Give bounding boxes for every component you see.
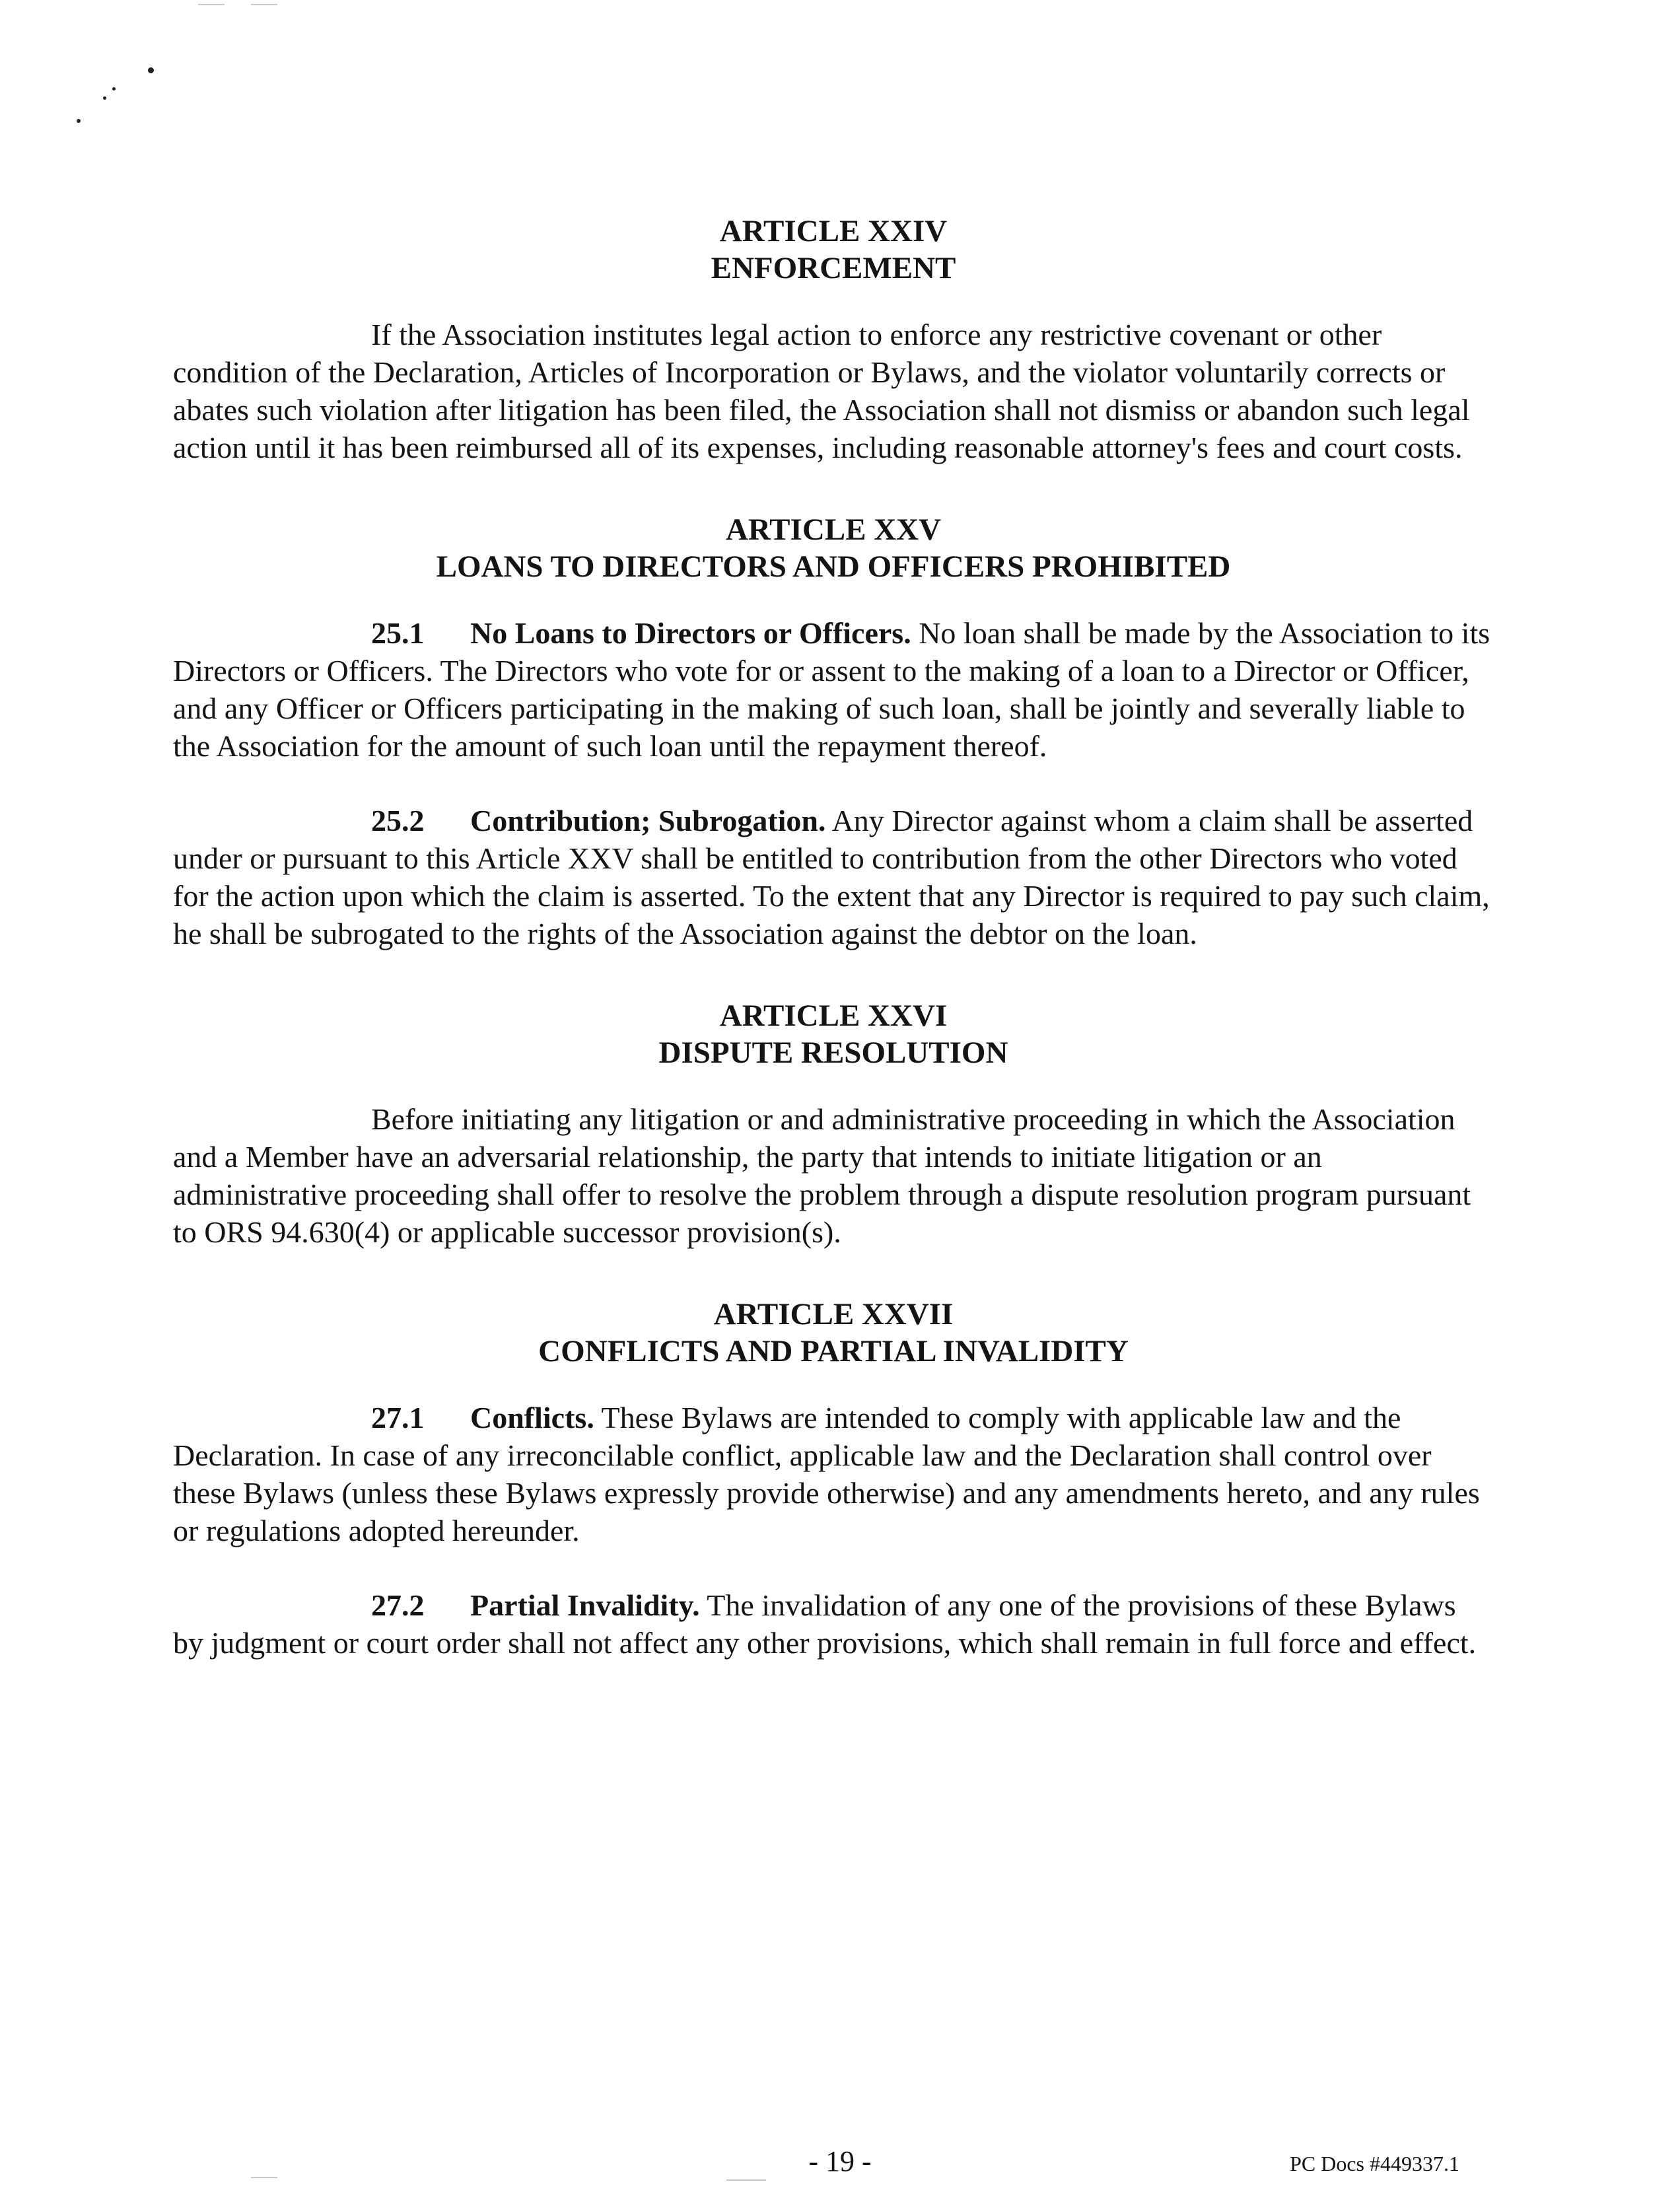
section-text: Any Director against whom a claim shall be asserted under or pursuant to this Article XXV shall be entitled to contribution from the other Directors who voted for the action upon which the claim is asserted. To the extent that any Director is required to pay such claim, he shall be subrogated to the rights of the Association against the debtor on the loan.: [173, 804, 1490, 950]
article-title: DISPUTE RESOLUTION: [658, 1036, 1008, 1070]
scan-mark: [148, 67, 154, 73]
document-reference: PC Docs #449337.1: [1290, 2152, 1459, 2175]
article-title: LOANS TO DIRECTORS AND OFFICERS PROHIBITED: [436, 549, 1231, 584]
scan-edge-line: [726, 2179, 766, 2181]
article-heading: [173, 213, 1494, 287]
article-number: ARTICLE XXVII: [713, 1297, 954, 1331]
section-27-2: [173, 1586, 1494, 1662]
section-title: Conflicts.: [470, 1401, 594, 1434]
section-number: 25.2: [371, 804, 425, 837]
article-number: ARTICLE XXV: [725, 512, 942, 547]
section-25-1: [173, 614, 1494, 765]
section-number: 25.1: [371, 616, 425, 650]
section-title: No Loans to Directors or Officers.: [470, 616, 911, 650]
article-xxv: [173, 511, 1494, 952]
scan-mark: [112, 87, 116, 90]
scan-edge-line: [251, 4, 277, 5]
document-body: [173, 213, 1494, 1662]
article-heading: [173, 511, 1494, 585]
scan-mark: [77, 119, 81, 123]
section-number: 27.2: [371, 1588, 425, 1622]
section-25-2: [173, 802, 1494, 952]
scan-edge-line: [198, 4, 225, 5]
article-heading: [173, 1296, 1494, 1370]
section-text: No loan shall be made by the Association to its Directors or Officers. The Directors who vote for or assent to the making of a loan to a Director or Officer, and any Officer or Officers participating in the making of such loan, shall be jointly and severally liable to the Association for the amount of such loan until the repayment thereof.: [173, 616, 1490, 763]
article-number: ARTICLE XXIV: [719, 214, 948, 248]
scan-mark: [103, 96, 106, 100]
article-paragraph: Before initiating any litigation or and administrative proceeding in which the Association and a Member have an adversarial relationship, the party that intends to initiate litigation or an administrative proceeding shall offer to resolve the problem through a dispute resolution program pursuant to ORS 94.630(4) or applicable successor provision(s).: [173, 1102, 1471, 1249]
section-number: 27.1: [371, 1401, 425, 1434]
article-paragraph: If the Association institutes legal action to enforce any restrictive covenant or other condition of the Declaration, Articles of Incorporation or Bylaws, and the violator voluntarily corrects or abates such violation after litigation has been filed, the Association shall not dismiss or abandon such legal action until it has been reimbursed all of its expenses, including reasonable attorney's fees and court costs.: [173, 318, 1470, 464]
article-number: ARTICLE XXVI: [719, 999, 948, 1033]
article-title: ENFORCEMENT: [711, 251, 956, 285]
article-xxiv: [173, 213, 1494, 466]
section-27-1: [173, 1399, 1494, 1549]
article-title: CONFLICTS AND PARTIAL INVALIDITY: [538, 1334, 1129, 1368]
article-heading: [173, 997, 1494, 1071]
article-xxvii: [173, 1296, 1494, 1662]
page-number: - 19 -: [808, 2145, 872, 2177]
section-text: The invalidation of any one of the provisions of these Bylaws by judgment or court order shall not affect any other provisions, which shall remain in full force and effect.: [173, 1588, 1477, 1660]
section-title: Partial Invalidity.: [470, 1588, 700, 1622]
article-xxvi: [173, 997, 1494, 1251]
section-text: These Bylaws are intended to comply with applicable law and the Declaration. In case of any irreconcilable conflict, applicable law and the Declaration shall control over these Bylaws (unless these Bylaws expressly provide otherwise) and any amendments hereto, and any rules or regulations adopted hereunder.: [173, 1401, 1480, 1547]
section-title: Contribution; Subrogation.: [470, 804, 826, 837]
